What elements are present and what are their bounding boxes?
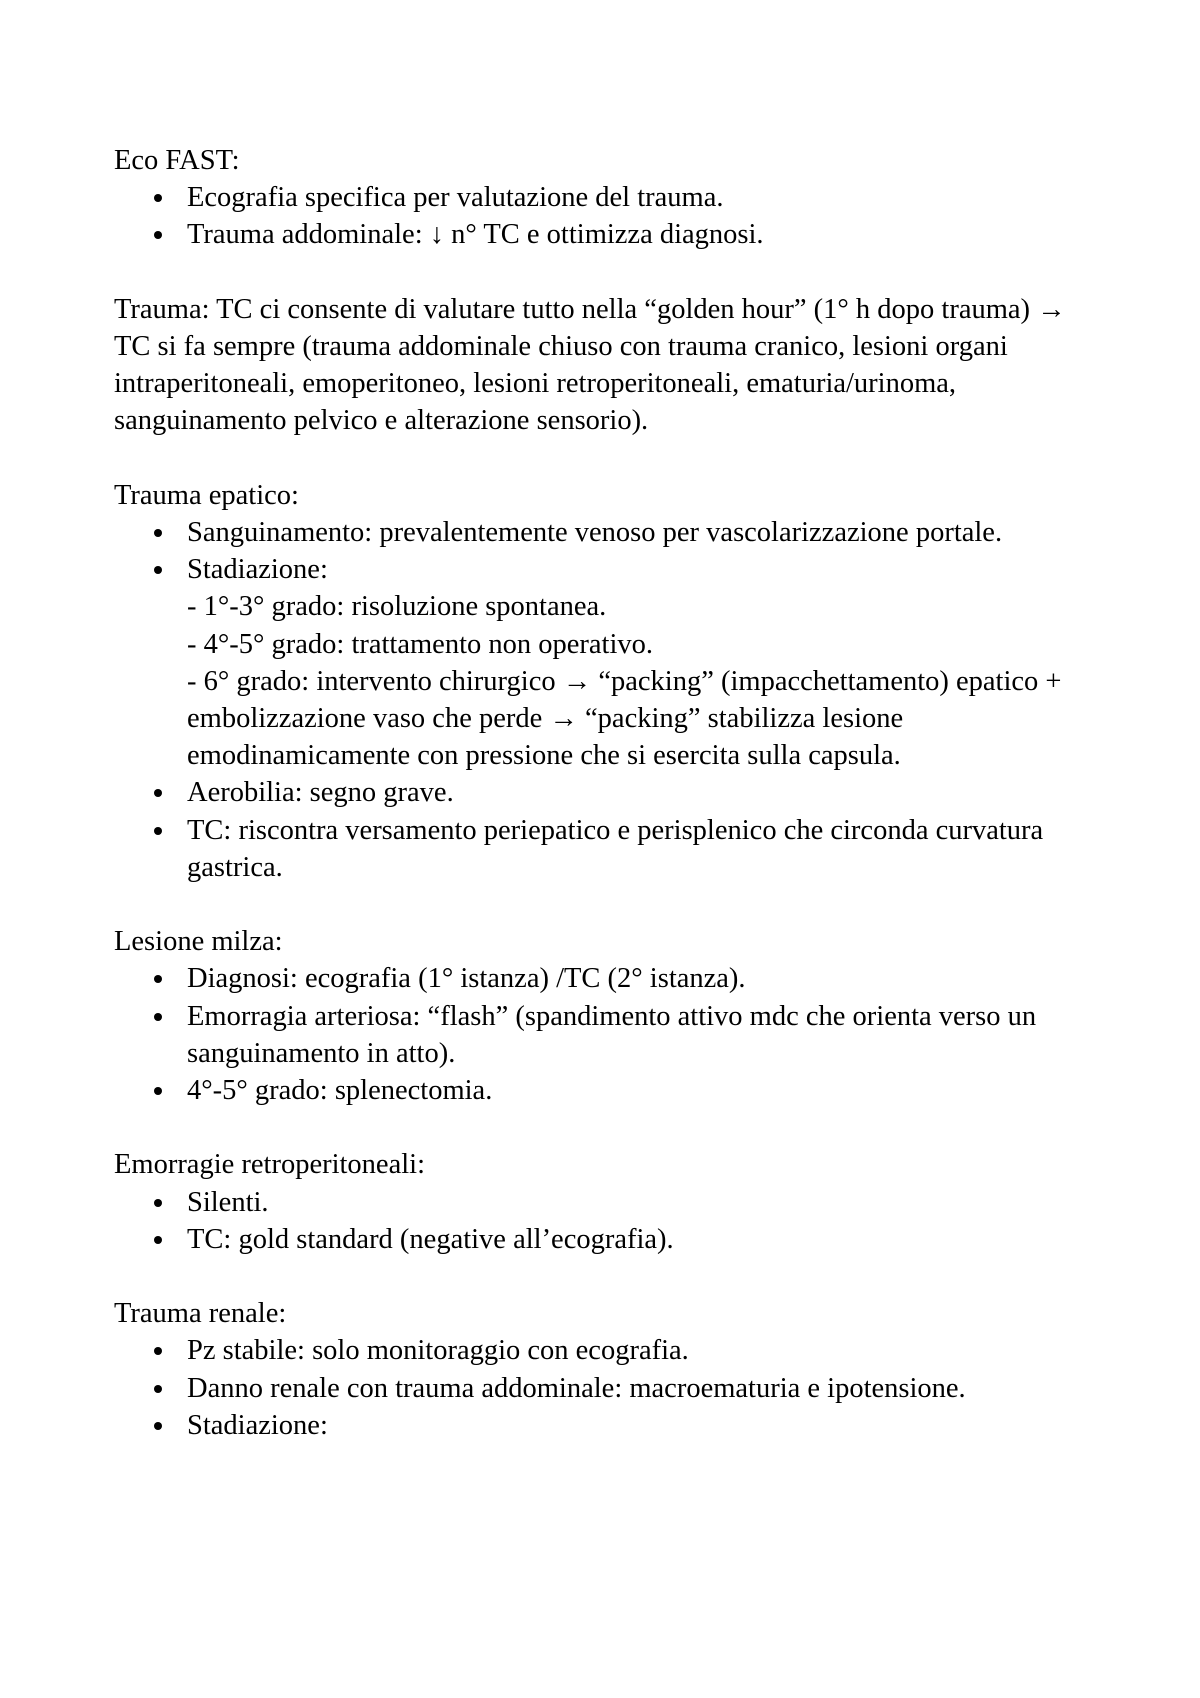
list-item: [114, 1221, 1094, 1258]
list-item-text: Aerobilia: segno grave.: [187, 777, 454, 809]
list-item-text: Silenti.: [187, 1186, 269, 1218]
bullet-list: [114, 1184, 1094, 1258]
list-item: [114, 998, 1094, 1072]
bullet-icon: [154, 1236, 162, 1244]
section-heading: Lesione milza:: [114, 926, 283, 958]
list-item: [114, 514, 1094, 551]
bullet-icon: [154, 194, 162, 202]
list-item-text: Sanguinamento: prevalentemente venoso per vascolarizzazione portale.: [187, 517, 1003, 548]
bullet-icon: [154, 1013, 162, 1021]
list-item: [114, 179, 1094, 216]
paragraph: Trauma: TC ci consente di valutare tutto nella “golden hour” (1° h dopo trauma) → TC si fa sempre (trauma addominale chiuso con trauma cranico, lesioni organi intraperitoneali, emoperitoneo, lesioni retroperitoneali, ematuria/urinoma, sanguinamento pelvico e alterazione sensorio).: [114, 293, 1066, 437]
list-item: [114, 1407, 1094, 1444]
list-item: [114, 960, 1094, 997]
list-item-text: Trauma addominale: ↓ n° TC e ottimizza diagnosi.: [187, 219, 764, 251]
bullet-icon: [154, 566, 162, 574]
bullet-list: [114, 1332, 1094, 1444]
list-item: [114, 1184, 1094, 1221]
bullet-icon: [154, 231, 162, 239]
section-heading: Emorragie retroperitoneali:: [114, 1149, 425, 1181]
bullet-icon: [154, 1422, 162, 1430]
list-item-text: Pz stabile: solo monitoraggio con ecografia.: [187, 1335, 689, 1367]
section-eco-fast: [114, 142, 1094, 254]
section-heading: Trauma epatico:: [114, 479, 299, 511]
section-trauma: [114, 291, 1094, 440]
bullet-icon: [154, 529, 162, 537]
bullet-icon: [154, 975, 162, 983]
list-item: [114, 1072, 1094, 1109]
section-trauma-renale: [114, 1295, 1094, 1444]
sub-item-text: - 4°-5° grado: trattamento non operativo.: [187, 628, 653, 660]
section-heading: Trauma renale:: [114, 1298, 287, 1330]
list-item: [114, 1370, 1094, 1407]
document-body: [114, 142, 1094, 1481]
section-trauma-epatico: [114, 477, 1094, 886]
list-item-text: TC: gold standard (negative all’ecografia).: [187, 1223, 674, 1255]
list-item: [114, 216, 1094, 253]
section-heading: Eco FAST:: [114, 145, 240, 176]
list-item-text: Ecografia specifica per valutazione del trauma.: [187, 182, 724, 214]
bullet-icon: [154, 1347, 162, 1355]
bullet-icon: [154, 1087, 162, 1095]
sub-item-text: - 1°-3° grado: risoluzione spontanea.: [187, 591, 607, 623]
bullet-icon: [154, 1199, 162, 1207]
list-item: [114, 1332, 1094, 1369]
list-item-text: Emorragia arteriosa: “flash” (spandimento attivo mdc che orienta verso un sanguinamento in atto).: [187, 1000, 1037, 1069]
bullet-icon: [154, 789, 162, 797]
section-lesione-milza: [114, 923, 1094, 1109]
bullet-icon: [154, 1385, 162, 1393]
list-item-text: Danno renale con trauma addominale: macroematuria e ipotensione.: [187, 1372, 966, 1404]
list-item-text: Stadiazione:: [187, 1409, 328, 1441]
bullet-icon: [154, 827, 162, 835]
list-item: [114, 551, 1094, 774]
list-item-text: Diagnosi: ecografia (1° istanza) /TC (2° istanza).: [187, 963, 746, 995]
bullet-list: [114, 514, 1094, 886]
bullet-list: [114, 960, 1094, 1109]
list-item-text: TC: riscontra versamento periepatico e perisplenico che circonda curvatura gastrica.: [187, 814, 1044, 883]
list-item-text: Stadiazione:: [187, 554, 328, 586]
sub-item-text: - 6° grado: intervento chirurgico → “packing” (impacchettamento) epatico + embolizzazione vaso che perde → “packing” stabilizza lesione emodinamicamente con pressione che si esercita sulla capsula.: [187, 665, 1062, 772]
list-item: [114, 812, 1094, 886]
section-emorragie-retroperitoneali: [114, 1146, 1094, 1258]
list-item: [114, 774, 1094, 811]
bullet-list: [114, 179, 1094, 253]
list-item-text: 4°-5° grado: splenectomia.: [187, 1075, 493, 1107]
